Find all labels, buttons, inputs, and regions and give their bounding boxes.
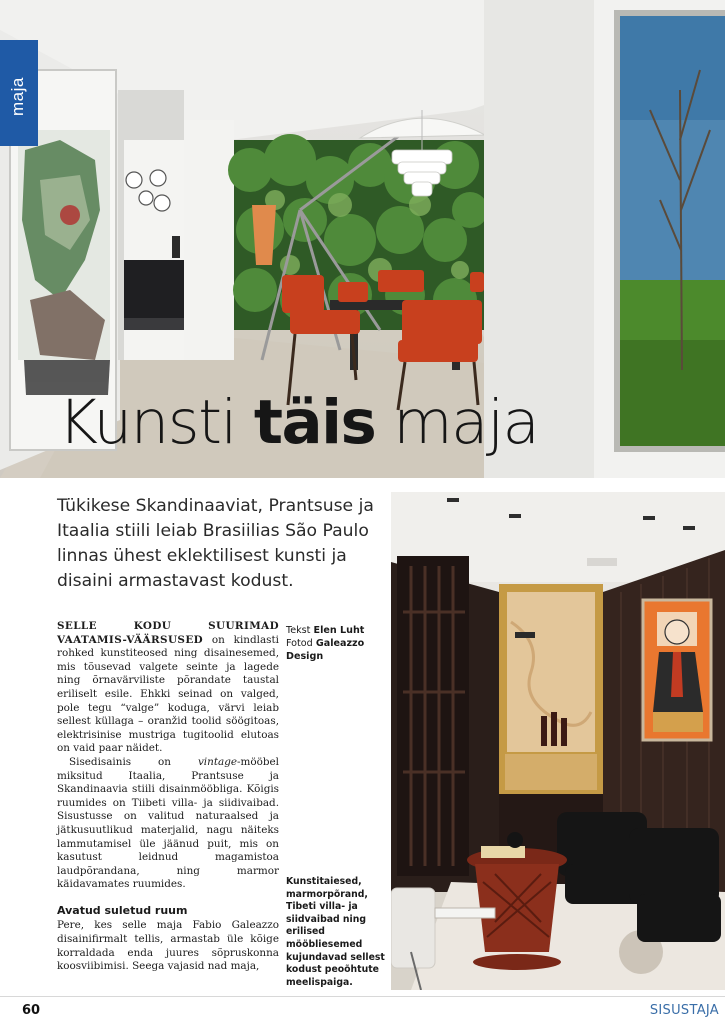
photo-credit-label: Fotod bbox=[286, 638, 313, 649]
lead-in: SELLE KODU SUURIMAD VAATAMIS-VÄÄRSUSED bbox=[57, 620, 279, 646]
body-paragraph-2 bbox=[57, 756, 279, 892]
credits bbox=[286, 624, 386, 663]
title-part-1: Kunsti bbox=[58, 387, 254, 458]
body-p2-post: -mööbel miksitud Itaalia, Prantsuse ja Skandinaavia stiili disainmööbliga. Kõigis ruumides on Tiibeti villa- ja siidivaibad. Sisustusse on valitud naturaalsed ja jätkusuutlikud materjalid, nagu näiteks lammutamisel üle jäänud puit, mis on kasutust leidnud magamistoa laudpõrandana, ning marmor käidavamates ruumides. bbox=[57, 755, 279, 891]
footer-rule bbox=[0, 996, 725, 997]
page-number: 60 bbox=[22, 1003, 41, 1018]
photo-caption: Kunstitaiesed, marmorpõrand, Tibeti villa- ja siidvaibad ning erilised mööbliesemed kujundavad sellest kodust peoõhtute meelispaiga. bbox=[286, 876, 385, 988]
body-p2-em: vintage bbox=[197, 755, 237, 768]
photo-credit-author: Galeazzo Design bbox=[286, 638, 365, 662]
living-room-photo bbox=[391, 492, 725, 990]
hero-photo bbox=[0, 0, 725, 478]
title-part-3: maja bbox=[375, 387, 539, 458]
text-credit-author: Elen Luht bbox=[313, 625, 365, 636]
body-paragraph-3: Pere, kes selle maja Fabio Galeazzo disainifirmalt tellis, armastab üle kõige korraldada enda juures sõpruskonna koosviibimisi. Seega vajasid nad maja, bbox=[57, 919, 279, 973]
body-p1-text: on kindlasti rohked kunstiteosed ning disainesemed, mis tõusevad valgete seinte ja lagede ning õrnavärviliste põrandate taustal eriliselt esile. Ehkki seinad on valged, pole tegu “valge” koduga, värvi leiab sellest küllaga – oranžid toolid söögitoas, elektrisinise mustriga tugitoolid elutoas on vaid paar näidet. bbox=[57, 633, 279, 755]
photo-credit bbox=[286, 637, 386, 663]
body-paragraph-1 bbox=[57, 620, 279, 756]
body-p2-pre: Sisedisainis on bbox=[69, 755, 198, 768]
subheading: Avatud suletud ruum bbox=[57, 903, 188, 917]
section-tab bbox=[0, 40, 38, 146]
page-title bbox=[58, 387, 539, 458]
article-body bbox=[57, 620, 279, 974]
text-credit bbox=[286, 624, 386, 637]
section-label: maja bbox=[8, 77, 27, 116]
lead-paragraph: Tükikese Skandinaaviat, Prantsuse ja Itaalia stiili leiab Brasiilias São Paulo linnas ühest eklektilisest kunsti ja disaini armastavast kodust. bbox=[57, 496, 374, 591]
title-part-2: täis bbox=[253, 387, 376, 458]
magazine-name: SISUSTAJA bbox=[649, 1003, 719, 1018]
living-room-illustration bbox=[391, 492, 725, 990]
text-credit-label: Tekst bbox=[286, 625, 311, 636]
